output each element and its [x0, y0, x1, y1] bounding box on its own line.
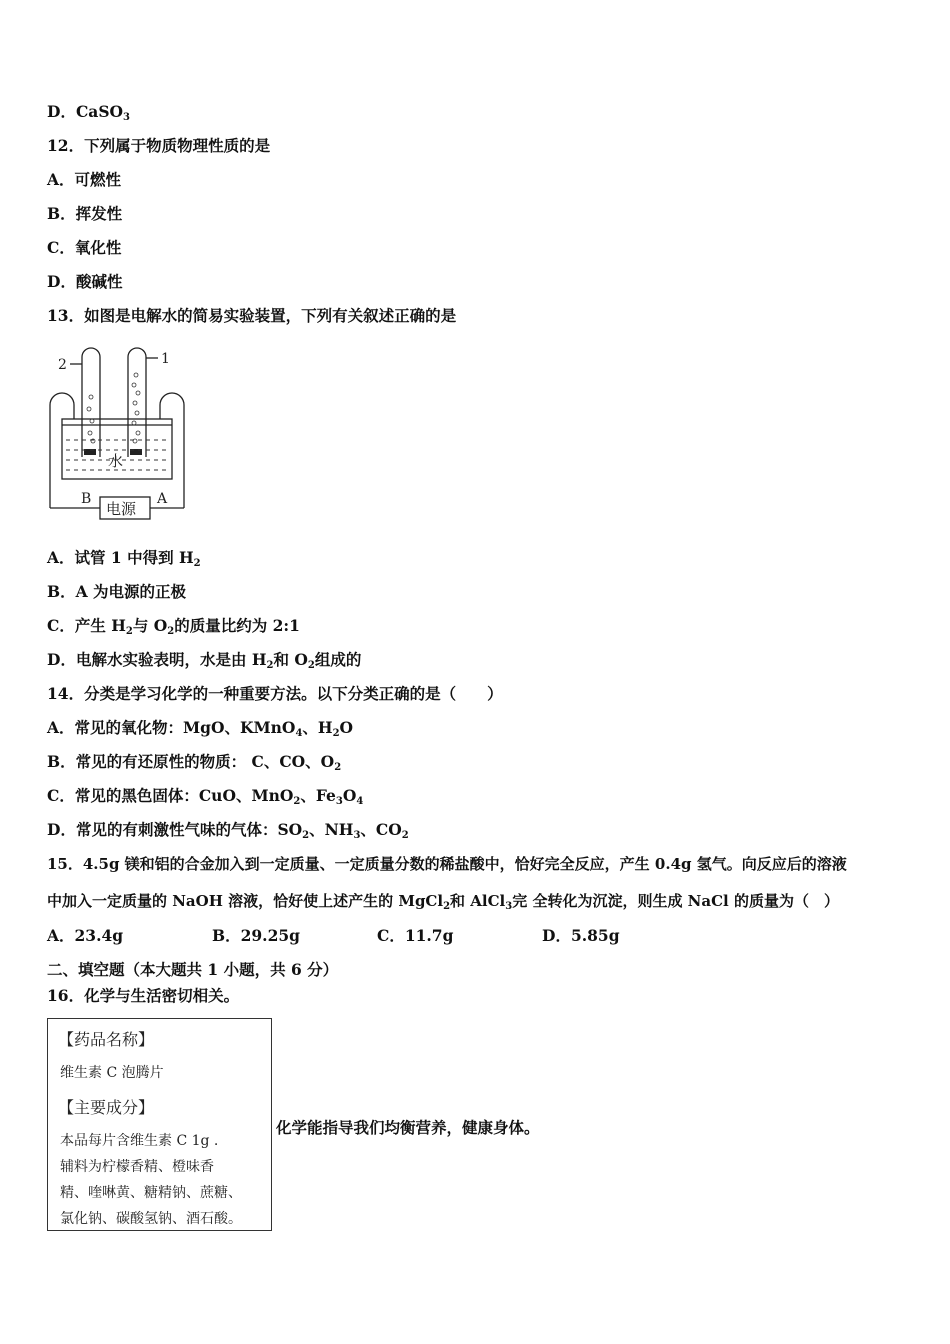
q15-stem-line1: 15．4.5g 镁和铝的合金加入到一定质量、一定质量分数的稀盐酸中，恰好完全反应，产生 0.4g 氢气。向反应后的溶液 [47, 855, 847, 873]
q15-option-a: A．23.4g [47, 926, 124, 945]
q12-stem: 12．下列属于物质物理性质的是 [47, 136, 271, 155]
power-supply-label: 电源 [106, 500, 137, 518]
q14-option-c: C．常见的黑色固体：CuO、MnO$_2$、$Fe_3O_4$ [47, 786, 364, 807]
water-label: 水 [108, 452, 124, 470]
vitamin-c-label-box [47, 1018, 272, 1231]
q13-stem: 13．如图是电解水的简易实验装置，下列有关叙述正确的是 [47, 306, 457, 325]
q13-option-c: C．产生 $H_2$与 $O_2$的质量比约为 2:1 [47, 616, 300, 637]
drug-name: 维生素 C 泡腾片 [60, 1065, 164, 1081]
section-2-title: 二、填空题（本大题共 1 小题，共 6 分） [47, 960, 339, 979]
ingredients-line: 精、喹啉黄、糖精钠、蔗糖、 [60, 1185, 242, 1201]
q15-option-b: B．29.25g [212, 926, 300, 945]
q14-stem: 14．分类是学习化学的一种重要方法。以下分类正确的是（ ） [47, 684, 503, 703]
q15-option-d: D．5.85g [542, 926, 620, 945]
tube-label-2: 2 [58, 357, 67, 373]
q14-option-a: A．常见的氧化物：MgO、KMnO$_4$、$H_2O$ [47, 718, 354, 739]
terminal-label-a: A [157, 491, 168, 507]
q14-option-b: B．常见的有还原性的物质： C、CO、$O_2$ [47, 752, 342, 773]
ingredients-line: 本品每片含维生素 C 1g . [60, 1133, 219, 1149]
ingredients-heading: 【主要成分】 [58, 1098, 155, 1117]
drug-name-heading: 【药品名称】 [58, 1030, 155, 1049]
q12-option-b: B．挥发性 [47, 204, 123, 223]
tube-label-1: 1 [161, 351, 170, 367]
ingredients-line: 氯化钠、碳酸氢钠、酒石酸。 [60, 1211, 242, 1227]
q13-option-a: A．试管 1 中得到 $H_2$ [47, 548, 201, 569]
q13-option-d: D．电解水实验表明，水是由 $H_2$和 $O_2$组成的 [47, 650, 362, 671]
q12-option-d: D．酸碱性 [47, 272, 123, 291]
q12-option-c: C．氧化性 [47, 238, 122, 257]
q15-stem-line2: 中加入一定质量的 NaOH 溶液，恰好使上述产生的 MgCl$_2$和 AlCl$_3$完 全转化为沉淀，则生成 NaCl 的质量为（ ） [47, 892, 839, 912]
q15-option-c: C．11.7g [377, 926, 454, 945]
q16-after-box-text: 化学能指导我们均衡营养，健康身体。 [276, 1118, 540, 1137]
q11-option-d: D．CaSO$_3$ [47, 102, 130, 123]
q16-stem: 16．化学与生活密切相关。 [47, 986, 240, 1005]
electrolysis-apparatus-figure [44, 345, 190, 525]
q13-option-b: B．A 为电源的正极 [47, 582, 187, 601]
terminal-label-b: B [81, 491, 92, 507]
q14-option-d: D．常见的有刺激性气味的气体：$SO_2$、$NH_3$、$CO_2$ [47, 820, 409, 841]
ingredients-line: 辅料为柠檬香精、橙味香 [60, 1159, 214, 1175]
q12-option-a: A．可燃性 [47, 170, 122, 189]
